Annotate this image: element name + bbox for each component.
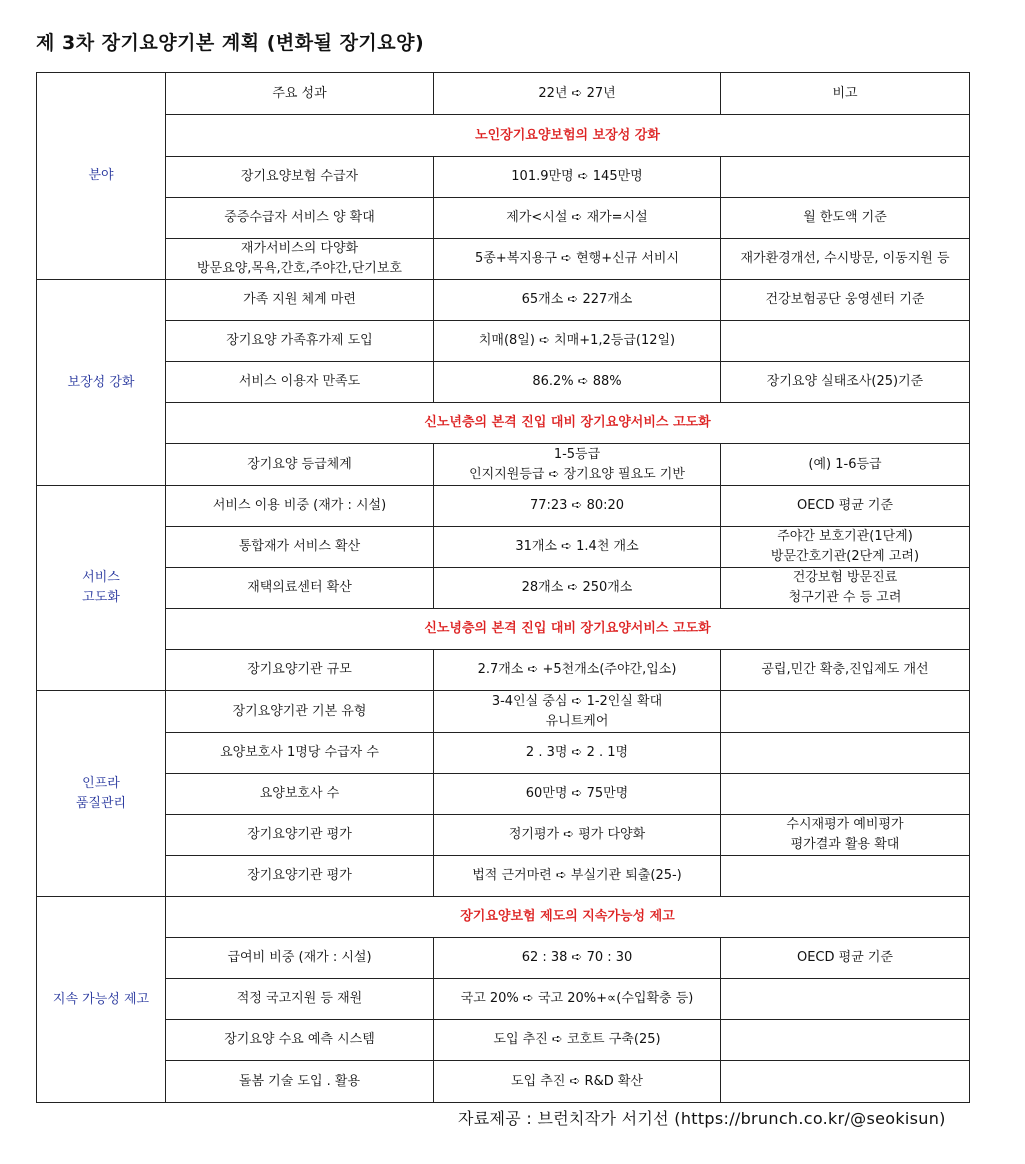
change-cell <box>434 691 721 733</box>
table-row <box>37 1061 970 1103</box>
note-line: 건강보험 방문진료 <box>792 570 898 585</box>
change-cell: 도입 추진 ➪ 코호트 구축(25) <box>434 1020 721 1061</box>
change-cell: 77:23 ➪ 80:20 <box>434 486 721 527</box>
plan-table <box>36 72 970 1103</box>
note-cell: (예) 1-6등급 <box>721 444 970 486</box>
item-cell: 적정 국고지원 등 재원 <box>166 979 434 1020</box>
item-cell: 급여비 비중 (재가 : 시설) <box>166 938 434 979</box>
category-cell: 분야 <box>37 73 166 280</box>
category-line: 고도화 <box>82 590 120 605</box>
section-header: 장기요양보험 제도의 지속가능성 제고 <box>166 897 970 938</box>
table-row <box>37 239 970 280</box>
item-cell: 중증수급자 서비스 양 확대 <box>166 198 434 239</box>
change-line: 인지지원등급 ➪ 장기요양 필요도 기반 <box>469 466 685 482</box>
note-line: 방문간호기관(2단계 고려) <box>770 549 920 564</box>
category-line: 서비스 <box>82 570 120 585</box>
note-cell <box>721 774 970 815</box>
note-cell <box>721 1020 970 1061</box>
table-row <box>37 115 970 157</box>
note-cell <box>721 733 970 774</box>
item-cell: 요양보호사 1명당 수급자 수 <box>166 733 434 774</box>
item-cell: 장기요양기관 평가 <box>166 856 434 897</box>
item-cell: 통합재가 서비스 확산 <box>166 527 434 568</box>
note-cell: 공립,민간 확충,진입제도 개선 <box>721 650 970 691</box>
section-header: 신노녕층의 본격 진입 대비 장기요양서비스 고도화 <box>166 609 970 650</box>
item-cell: 장기요양 가족휴가제 도입 <box>166 321 434 362</box>
item-cell: 장기요양 등급체계 <box>166 444 434 486</box>
table-row <box>37 609 970 650</box>
item-cell: 돌봄 기술 도입 . 활용 <box>166 1061 434 1103</box>
item-line: 방문요양,목욕,간호,주야간,단기보호 <box>197 261 402 276</box>
header-cell: 비고 <box>721 73 970 115</box>
change-cell: 101.9만명 ➪ 145만명 <box>434 157 721 198</box>
category-cell <box>37 486 166 691</box>
note-cell: 재가환경개선, 수시방문, 이동지원 등 <box>721 239 970 280</box>
table-row <box>37 774 970 815</box>
note-cell <box>721 856 970 897</box>
table-row <box>37 157 970 198</box>
source-credit: 자료제공 : 브런치작가 서기선 (https://brunch.co.kr/@seokisun) <box>458 1109 946 1128</box>
change-cell: 국고 20% ➪ 국고 20%+∝(수입확충 등) <box>434 979 721 1020</box>
table-row <box>37 979 970 1020</box>
note-cell <box>721 815 970 856</box>
note-cell <box>721 691 970 733</box>
change-line: 1-5등급 <box>553 446 601 462</box>
change-cell: 치매(8일) ➪ 치매+1,2등급(12일) <box>434 321 721 362</box>
note-cell <box>721 157 970 198</box>
table-row <box>37 362 970 403</box>
table-row <box>37 1020 970 1061</box>
note-cell <box>721 527 970 568</box>
change-cell: 86.2% ➪ 88% <box>434 362 721 403</box>
table-row <box>37 527 970 568</box>
item-cell: 요양보호사 수 <box>166 774 434 815</box>
page-title: 제 3차 장기요양기본 계획 (변화될 장기요양) <box>36 32 425 54</box>
table-row <box>37 897 970 938</box>
table-row <box>37 815 970 856</box>
item-cell: 장기요양기관 평가 <box>166 815 434 856</box>
change-cell: 65개소 ➪ 227개소 <box>434 280 721 321</box>
table-row <box>37 73 970 115</box>
note-line: 주야간 보호기관(1단계) <box>777 529 913 544</box>
change-cell: 62 : 38 ➪ 70 : 30 <box>434 938 721 979</box>
item-cell: 장기요양보험 수급자 <box>166 157 434 198</box>
note-line: 평가결과 활용 확대 <box>790 837 900 852</box>
change-cell: 2.7개소 ➪ +5천개소(주야간,입소) <box>434 650 721 691</box>
header-cell: 22년 ➪ 27년 <box>434 73 721 115</box>
section-header: 노인장기요양보험의 보장성 강화 <box>166 115 970 157</box>
note-cell: OECD 평균 기준 <box>721 938 970 979</box>
table-row <box>37 444 970 486</box>
table-row <box>37 691 970 733</box>
change-cell: 60만명 ➪ 75만명 <box>434 774 721 815</box>
change-line: 유니트케어 <box>545 713 609 729</box>
table-row <box>37 650 970 691</box>
change-cell: 법적 근거마련 ➪ 부실기관 퇴출(25-) <box>434 856 721 897</box>
note-cell: 월 한도액 기준 <box>721 198 970 239</box>
change-cell: 28개소 ➪ 250개소 <box>434 568 721 609</box>
section-header: 신노년층의 본격 진입 대비 장기요양서비스 고도화 <box>166 403 970 444</box>
category-line: 품질관리 <box>75 795 127 811</box>
note-cell <box>721 1061 970 1103</box>
note-cell <box>721 568 970 609</box>
note-line: 청구기관 수 등 고려 <box>788 590 902 605</box>
table-row <box>37 733 970 774</box>
item-cell: 재택의료센터 확산 <box>166 568 434 609</box>
table-row <box>37 856 970 897</box>
item-cell: 장기요양기관 기본 유형 <box>166 691 434 733</box>
category-line: 인프라 <box>82 775 120 791</box>
note-cell: 건강보험공단 웅영센터 기준 <box>721 280 970 321</box>
change-cell: 31개소 ➪ 1.4천 개소 <box>434 527 721 568</box>
category-cell: 지속 가능성 제고 <box>37 897 166 1103</box>
table-row <box>37 568 970 609</box>
table-row <box>37 486 970 527</box>
change-cell <box>434 444 721 486</box>
header-cell: 주요 성과 <box>166 73 434 115</box>
note-cell: 장기요양 실태조사(25)기준 <box>721 362 970 403</box>
item-cell: 서비스 이용자 만족도 <box>166 362 434 403</box>
change-line: 3-4인실 중심 ➪ 1-2인실 확대 <box>491 693 663 709</box>
note-line: 수시재평가 예비평가 <box>786 817 904 832</box>
note-cell: OECD 평균 기준 <box>721 486 970 527</box>
table-row <box>37 280 970 321</box>
item-cell: 서비스 이용 비중 (재가 : 시설) <box>166 486 434 527</box>
item-cell: 장기요양 수요 예측 시스템 <box>166 1020 434 1061</box>
table-row <box>37 403 970 444</box>
change-cell: 도입 추진 ➪ R&D 확산 <box>434 1061 721 1103</box>
note-cell <box>721 321 970 362</box>
note-cell <box>721 979 970 1020</box>
table-row <box>37 321 970 362</box>
change-cell: 제가<시설 ➪ 재가=시설 <box>434 198 721 239</box>
change-cell: 정기평가 ➪ 평가 다양화 <box>434 815 721 856</box>
table-row <box>37 198 970 239</box>
change-cell: 2 . 3명 ➪ 2 . 1명 <box>434 733 721 774</box>
item-cell: 장기요양기관 규모 <box>166 650 434 691</box>
category-cell: 보장성 강화 <box>37 280 166 486</box>
change-cell: 5종+복지용구 ➪ 현행+신규 서비시 <box>434 239 721 280</box>
item-line: 재가서비스의 다양화 <box>240 241 359 256</box>
category-cell <box>37 691 166 897</box>
item-cell: 가족 지원 체계 마련 <box>166 280 434 321</box>
item-cell <box>166 239 434 280</box>
table-row <box>37 938 970 979</box>
